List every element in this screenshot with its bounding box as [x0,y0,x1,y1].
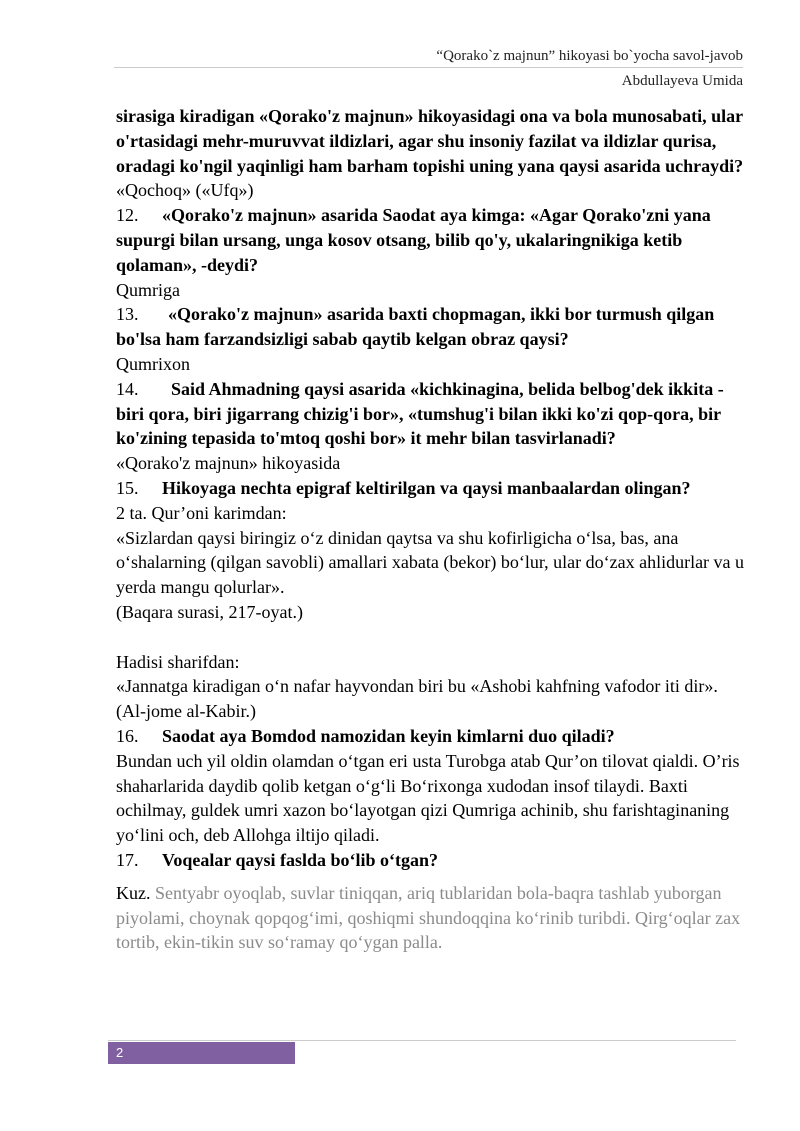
answer-14: «Qorako'z majnun» hikoyasida [116,453,341,474]
question-number: 12. [116,205,139,226]
question-13 [116,302,746,352]
question-11-continuation: sirasiga kiradigan «Qorako'z majnun» hikoyasidagi ona va bola munosabati, ular o'rtasidagi mehr-muruvvat ildizlari, agar shu insoniy fazilat va ildizlar qurisa, oradagi ko'ngil yaqinligi ham barham topishi uning yana qaysi asarida uchraydi? [116,106,744,176]
answer-16: Bundan uch yil oldin olamdan o‘tgan eri usta Turobga atab Qur’on tilovat qialdi. O’ris shaharlarida daydib qolib ketgan o‘g‘li Bo‘rixonga xudodan insof tilaydi. Baxti ochilmay, guldek umri xazon bo‘layotgan qizi Qumriga achinib, shu farishtaginaning yo‘lini och, deb Allohga iltijo qiladi. [116,750,740,846]
blank-line [116,625,746,650]
question-15 [116,476,746,501]
answer-15-hadith-intro: Hadisi sharifdan: [116,651,240,672]
answer-15-quran-quote: «Sizlardan qaysi biringiz o‘z dinidan qaytsa va shu kofirligicha o‘lsa, bas, ana o‘shalarning (qilgan savobli) amallari xabata (bekor) bo‘lur, ular do‘zax ahlidurlar va u yerda mangu qolurlar». [116,527,745,598]
question-text: Saodat aya Bomdod namozidan keyin kimlarni duo qiladi? [162,725,615,746]
answer-15-hadith-quote: «Jannatga kiradigan o‘n nafar hayvondan biri bu «Ashobi kahfning vafodor iti dir». (Al-jome al-Kabir.) [116,676,718,722]
question-16 [116,724,746,749]
question-number: 15. [116,477,139,498]
question-text: «Qorako'z majnun» asarida baxti chopmagan, ikki bor turmush qilgan bo'lsa ham farzandsizligi sabab qaytib kelgan obraz qaysi? [116,304,715,350]
question-12 [116,203,746,277]
answer-17-text: Sentyabr oyoqlab, suvlar tiniqqan, ariq tublaridan bola-baqra tashlab yuborgan piyolami, choynak qopqog‘imi, qoshiqmi shundoqqina ko‘rinib turibdi. Qirg‘oqlar zax tortib, ekin-tikin suv so‘ramay qo‘ygan palla. [116,882,741,953]
spacer [116,873,746,881]
page-number: 2 [116,1045,124,1060]
document-body [116,104,746,955]
answer-15-intro: 2 ta. Qur’oni karimdan: [116,502,287,523]
question-text: «Qorako'z majnun» asarida Saodat aya kimga: «Agar Qorako'zni yana supurgi bilan ursang, unga kosov otsang, bilib qo'y, ukalaringnikiga ketib qolaman», -deydi? [116,205,711,275]
answer-12: Qumriga [116,279,180,300]
header-divider [114,67,743,68]
header-author: Abdullayeva Umida [621,73,743,89]
answer-11: «Qochoq» («Ufq») [116,180,254,201]
question-17 [116,848,746,873]
question-number: 13. [116,304,139,325]
question-number: 16. [116,725,139,746]
question-text: Voqealar qaysi faslda bo‘lib o‘tgan? [162,849,439,870]
footer-divider [108,1040,736,1041]
question-text: Said Ahmadning qaysi asarida «kichkinagina, belida belbog'dek ikkita - biri qora, biri jigarrang chizig'i bor», «tumshug'i bilan ikki ko'zi qop-qora, bir ko'zining tepasida to'mtoq qoshi bor» it mehr bilan tasvirlanadi? [116,378,724,449]
question-text: Hikoyaga nechta epigraf keltirilgan va qaysi manbaalardan olingan? [162,477,691,498]
page-number-bar [108,1042,295,1064]
question-number: 14. [116,378,139,399]
header-title: “Qorako`z majnun” hikoyasi bo`yocha savol-javob [436,48,743,64]
question-14 [116,377,746,451]
answer-17 [116,881,746,955]
answer-17-lead: Kuz. [116,882,151,903]
answer-13: Qumrixon [116,353,190,374]
answer-15-quran-source: (Baqara surasi, 217-oyat.) [116,601,303,622]
question-number: 17. [116,849,139,870]
page-header [436,44,743,94]
